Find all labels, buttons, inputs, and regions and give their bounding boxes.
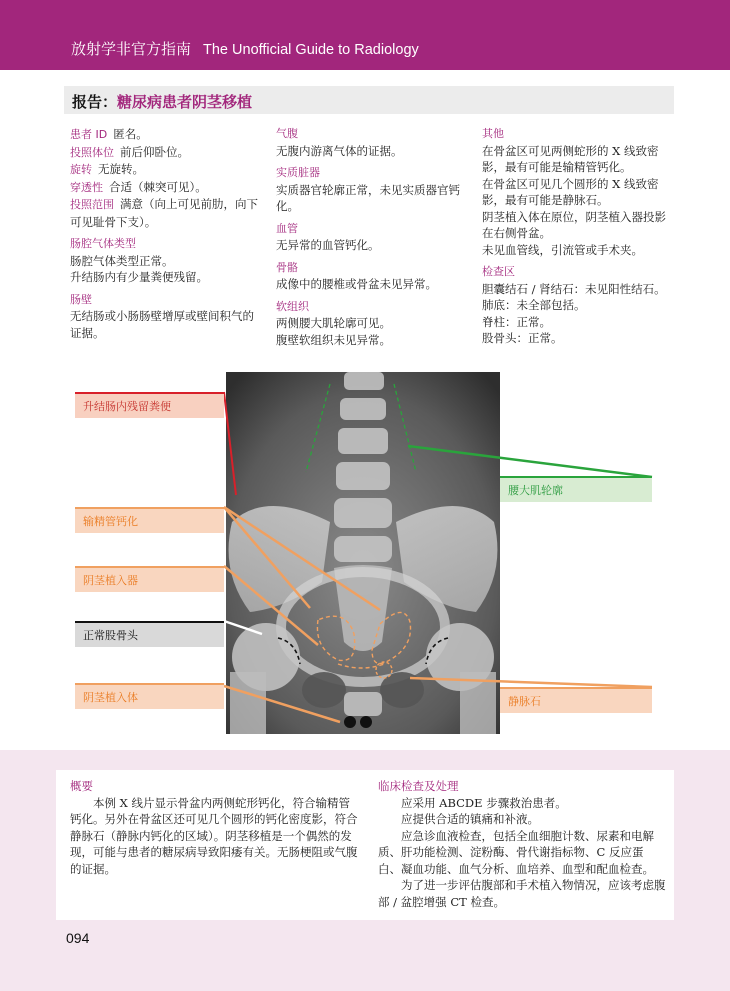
check-text-2: 肺底：未全部包括。 bbox=[482, 298, 586, 312]
book-title: 放射学非官方指南 The Unofficial Guide to Radiology bbox=[71, 40, 419, 58]
bowel-wall-text: 无结肠或小肠肠壁增厚或壁间积气的证据。 bbox=[70, 309, 254, 340]
patient-id-label: 患者 ID bbox=[70, 128, 108, 141]
rotation-label: 旋转 bbox=[70, 163, 92, 176]
other-text-4: 未见血管线，引流管或手术夹。 bbox=[482, 242, 643, 257]
page-number: 094 bbox=[66, 930, 90, 946]
other-label: 其他 bbox=[482, 127, 504, 140]
other-text-3: 阴茎植入体在原位，阴茎植入器投影在右侧骨盆。 bbox=[482, 209, 666, 240]
gas-label: 肠腔气体类型 bbox=[70, 237, 136, 250]
pneumo-label: 气腹 bbox=[276, 127, 298, 140]
summary-heading: 概要 bbox=[70, 779, 93, 793]
summary-column bbox=[70, 778, 358, 877]
soft-tissue-text-1: 两侧腰大肌轮廓可见。 bbox=[276, 316, 391, 330]
coverage-label: 投照范围 bbox=[70, 198, 114, 211]
clinical-text-4: 为了进一步评估腹部和手术植入物情况，应该考虑腹部 / 盆腔增强 CT 检查。 bbox=[378, 878, 666, 909]
solid-organ-label: 实质脏器 bbox=[276, 166, 320, 179]
bowel-wall-label: 肠壁 bbox=[70, 292, 92, 306]
clinical-column bbox=[378, 778, 666, 910]
callout-phlebolith: 静脉石 bbox=[500, 687, 652, 713]
bone-text: 成像中的腰椎或骨盆未见异常。 bbox=[276, 277, 437, 291]
soft-tissue-label: 软组织 bbox=[276, 299, 309, 313]
callout-feces: 升结肠内残留粪便 bbox=[75, 392, 224, 418]
clinical-text-3: 应急诊血液检查，包括全血细胞计数、尿素和电解质、肝功能检测、淀粉酶、骨代谢指标物、C 反应蛋白、凝血功能、血气分析、血培养、血型和配血检查。 bbox=[378, 828, 654, 876]
projection-label: 投照体位 bbox=[70, 145, 114, 159]
summary-text: 本例 X 线片显示骨盆内两侧蛇形钙化，符合输精管钙化。另外在骨盆区还可见几个圆形的钙化密度影，符合静脉石（静脉内钙化的区域）。阴茎移植是一个偶然的发现，可能与患者的糖尿病导致阳痿有关。无肠梗阻或气腹的证据。 bbox=[70, 795, 358, 876]
other-text-2: 在骨盆区可见几个圆形的 X 线致密影，最有可能是静脉石。 bbox=[482, 176, 659, 207]
vessel-label: 血管 bbox=[276, 221, 298, 235]
callout-penile-implant: 阴茎植入体 bbox=[75, 683, 224, 709]
solid-organ-text: 实质器官轮廓正常，未见实质器官钙化。 bbox=[276, 182, 460, 213]
other-text-1: 在骨盆区可见两侧蛇形的 X 线致密影，最有可能是输精管钙化。 bbox=[482, 143, 659, 174]
clinical-text-1: 应采用 ABCDE 步骤救治患者。 bbox=[401, 795, 567, 810]
bone-label: 骨骼 bbox=[276, 260, 298, 274]
book-title-en: The Unofficial Guide to Radiology bbox=[203, 42, 419, 58]
check-area-label: 检查区 bbox=[482, 265, 515, 278]
callout-penile-reservoir: 阴茎植入器 bbox=[75, 566, 224, 592]
gas-text-2: 升结肠内有少量粪便残留。 bbox=[70, 270, 208, 284]
clinical-heading: 临床检查及处理 bbox=[378, 779, 459, 793]
soft-tissue-text-2: 腹壁软组织未见异常。 bbox=[276, 332, 391, 347]
check-text-3: 脊柱：正常。 bbox=[482, 314, 551, 329]
callout-vas-calcification: 输精管钙化 bbox=[75, 507, 224, 533]
vessel-text: 无异常的血管钙化。 bbox=[276, 238, 380, 252]
check-text-4: 股骨头：正常。 bbox=[482, 331, 563, 345]
clinical-text-2: 应提供合适的镇痛和补液。 bbox=[401, 812, 539, 826]
callout-psoas-outline: 腰大肌轮廓 bbox=[500, 476, 652, 502]
report-title: 报告：糖尿病患者阴茎移植 bbox=[72, 93, 253, 111]
gas-text-1: 肠腔气体类型正常。 bbox=[70, 253, 174, 268]
check-text-1: 胆囊结石 / 肾结石：未见阳性结石。 bbox=[482, 281, 666, 296]
penetration-label: 穿透性 bbox=[70, 180, 103, 194]
report-column-1: 患者 ID 匿名。 投照体位 前后仰卧位。 旋转 无旋转。 穿透性 合适（棘突可见）。 投照范围 满意（向上可见前肋，向下可见耻骨下支）。 肠腔气体类型 肠腔气体类型正常。 升结肠内有少量粪便残留。 肠壁 无结肠或小肠肠壁增厚或壁间积气的证据。 bbox=[70, 127, 258, 340]
pneumo-text: 无腹内游离气体的证据。 bbox=[276, 143, 403, 158]
callout-femoral-head: 正常股骨头 bbox=[75, 621, 224, 647]
